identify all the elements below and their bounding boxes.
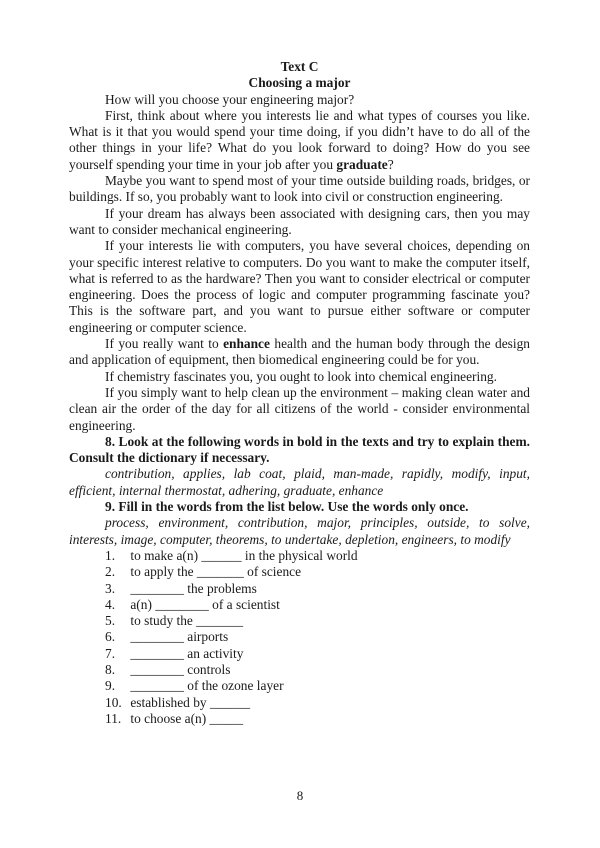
paragraph-6-tail: health and the human body through the design and application of equipment, then biomedical engineering could be for you. — [69, 336, 530, 368]
list-item — [69, 581, 530, 597]
bold-word-graduate: graduate — [336, 156, 388, 172]
list-item — [69, 629, 530, 645]
item-number: 11. — [105, 710, 122, 726]
item-number: 10. — [105, 694, 122, 710]
exercise-8-word-list: contribution, applies, lab coat, plaid, man-made, rapidly, modify, input, efficient, internal thermostat, adhering, graduate, enhance — [69, 466, 530, 498]
item-text: to study the _______ — [130, 613, 244, 629]
page-number: 8 — [296, 788, 304, 803]
item-text: ________ an activity — [130, 645, 244, 661]
paragraph-4-text: If your dream has always been associated with designing cars, then you may want to consider mechanical engineering. — [69, 205, 530, 237]
item-number: 9. — [105, 678, 116, 694]
item-number: 6. — [105, 629, 116, 645]
exercise-9-word-list: process, environment, contribution, major, principles, outside, to solve, interests, image, computer, theorems, to undertake, depletion, engineers, to modify — [69, 515, 530, 547]
paragraph-7-text: If chemistry fascinates you, you ought to look into chemical engineering. — [105, 368, 497, 384]
paragraph-3-text: Maybe you want to spend most of your time outside building roads, bridges, or buildings. If so, you probably want to look into civil or construction engineering. — [69, 173, 530, 205]
item-number: 8. — [105, 661, 116, 677]
paragraph-1 — [69, 92, 530, 108]
paragraph-8-text: If you simply want to help clean up the environment – making clean water and clean air the order of the day for all citizens of the world - consider environmental engineering. — [69, 384, 530, 433]
list-item — [69, 564, 530, 580]
paragraph-5-text: If your interests lie with computers, you have several choices, depending on your specific interest relative to computers. Do you want to make the computer itself, what is referred to as the hardware? Then you want to consider electrical or computer engineering. Does the process of logic and computer programming fascinate you? This is the software part, and you want to pursue either software or computer engineering or computer science. — [69, 238, 530, 335]
item-text: ________ controls — [130, 661, 231, 677]
list-item — [69, 678, 530, 694]
item-number: 5. — [105, 613, 116, 629]
paragraph-2-text: First, think about where you interests lie and what types of courses you like. What is it that you would spend your time doing, if you didn’t have to do all of the other things in your life? What do you look forward to doing? How do you see yourself spending your time in your job after you — [69, 107, 530, 172]
page-heading: Choosing a major — [248, 75, 351, 91]
item-text: ________ of the ozone layer — [130, 678, 284, 694]
paragraph-1-text: How will you choose your engineering major? — [105, 91, 355, 107]
paragraph-8 — [69, 385, 530, 434]
paragraph-3 — [69, 173, 530, 206]
item-number: 2. — [105, 564, 116, 580]
item-number: 3. — [105, 580, 116, 596]
exercise-8-instruction: 8. Look at the following words in bold in the texts and try to explain them. Consult the dictionary if necessary. — [69, 433, 530, 466]
paragraph-7 — [69, 369, 530, 385]
item-text: a(n) ________ of a scientist — [130, 596, 280, 612]
list-item — [69, 597, 530, 613]
item-number: 1. — [105, 547, 116, 563]
paragraph-2-tail: ? — [387, 156, 394, 172]
exercise-9-list — [69, 548, 530, 727]
item-text: ________ the problems — [130, 580, 257, 596]
paragraph-5 — [69, 238, 530, 336]
item-number: 7. — [105, 645, 116, 661]
item-text: to make a(n) ______ in the physical world — [130, 547, 358, 563]
item-text: to apply the _______ of science — [130, 564, 302, 580]
paragraph-6-text: If you really want to — [105, 336, 224, 352]
item-text: ________ airports — [130, 629, 229, 645]
list-item — [69, 548, 530, 564]
bold-word-enhance: enhance — [223, 336, 270, 352]
paragraph-4 — [69, 206, 530, 239]
list-item — [69, 662, 530, 678]
list-item — [69, 613, 530, 629]
item-text: to choose a(n) _____ — [130, 710, 244, 726]
list-item — [69, 695, 530, 711]
text-label: Text C — [280, 59, 319, 74]
page-content — [69, 59, 530, 727]
item-number: 4. — [105, 596, 116, 612]
list-item — [69, 711, 530, 727]
paragraph-6 — [69, 336, 530, 369]
list-item — [69, 646, 530, 662]
paragraph-2 — [69, 108, 530, 173]
exercise-9-instruction: 9. Fill in the words from the list below. Use the words only once. — [105, 499, 469, 515]
item-text: established by ______ — [130, 694, 251, 710]
